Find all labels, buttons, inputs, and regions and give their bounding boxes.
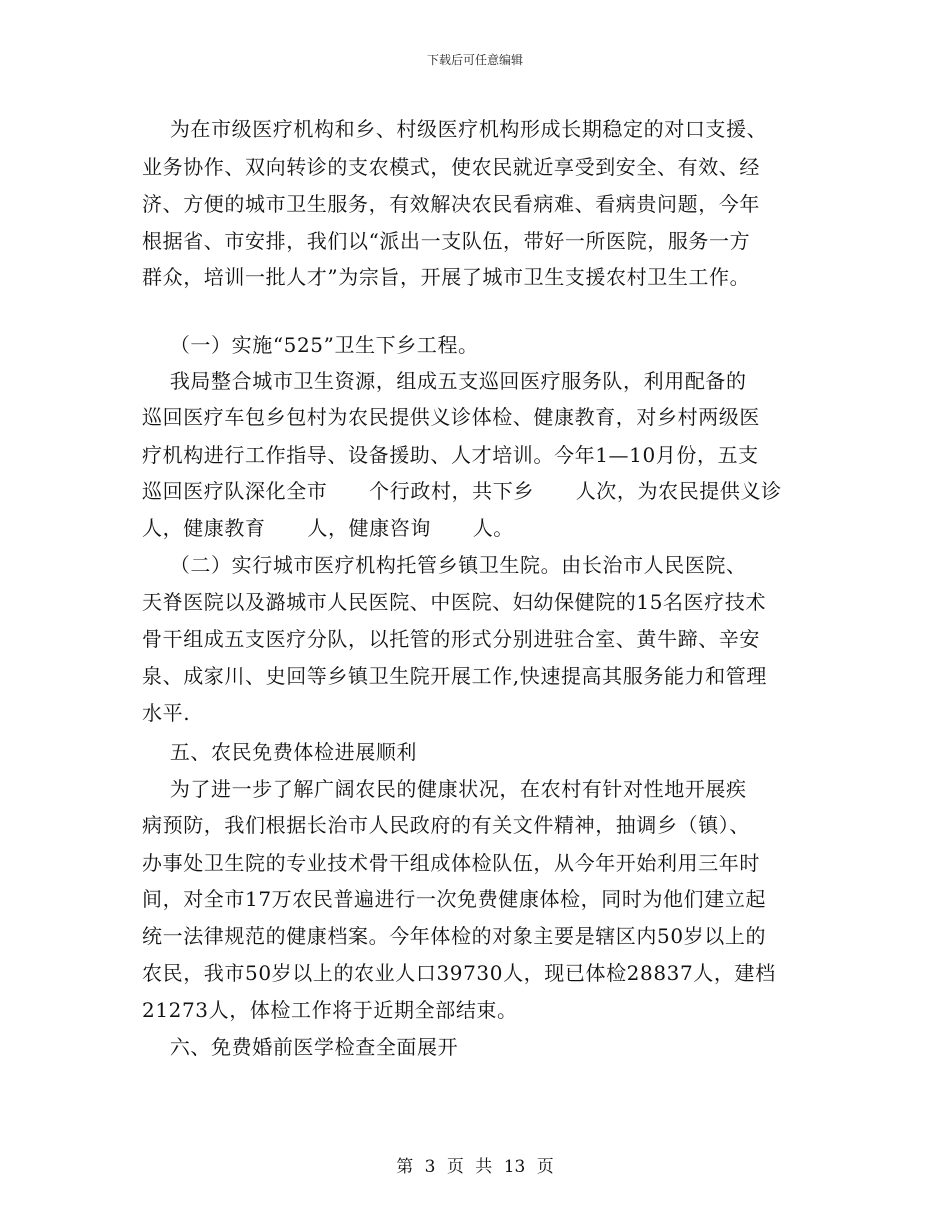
paragraph-line: 骨干组成五支医疗分队，以托管的形式分别进驻合室、黄牛蹄、辛安 — [142, 627, 760, 651]
paragraph-line: （二）实行城市医疗机构托管乡镇卫生院。由长治市人民医院、 — [142, 553, 747, 577]
paragraph-line: 21273人，体检工作将于近期全部结束。 — [142, 998, 518, 1022]
paragraph-line: 统一法律规范的健康档案。今年体检的对象主要是辖区内50岁以上的 — [142, 924, 767, 948]
page-header: 下载后可任意编辑 — [426, 53, 523, 67]
section-heading: 五、农民免费体检进展顺利 — [142, 740, 418, 764]
paragraph-line: 根据省、市安排，我们以“派出一支队伍，带好一所医院，服务一方 — [142, 229, 751, 253]
paragraph-line: 农民，我市50岁以上的农业人口39730人，现已体检28837人，建档 — [142, 961, 776, 985]
paragraph-line: 天脊医院以及潞城市人民医院、中医院、妇幼保健院的15名医疗技术 — [142, 590, 767, 614]
paragraph-line: 济、方便的城市卫生服务，有效解决农民看病难、看病贵问题，今年 — [142, 192, 760, 216]
paragraph-line: 办事处卫生院的专业技术骨干组成体检队伍，从今年开始利用三年时 — [142, 851, 760, 875]
paragraph-line: 巡回医疗队深化全市 个行政村，共下乡 人次，为农民提供义诊 — [142, 479, 782, 503]
paragraph-line: 间，对全市17万农民普遍进行一次免费健康体检，同时为他们建立起 — [142, 887, 767, 911]
paragraph-line: 业务协作、双向转诊的支农模式，使农民就近享受到安全、有效、经 — [142, 155, 760, 179]
paragraph-line: 巡回医疗车包乡包村为农民提供义诊体检、健康教育，对乡村两级医 — [142, 405, 760, 429]
paragraph-line: 群众，培训一批人才”为宗旨，开展了城市卫生支援农村卫生工作。 — [142, 265, 751, 289]
paragraph-line: 泉、成家川、史回等乡镇卫生院开展工作,快速提高其服务能力和管理 — [142, 664, 767, 688]
section-heading: 六、免费婚前医学检查全面展开 — [142, 1035, 459, 1059]
page-footer: 第 3 页 共 13 页 — [396, 1157, 554, 1177]
paragraph-line: 病预防，我们根据长治市人民政府的有关文件精神，抽调乡（镇）、 — [142, 813, 750, 837]
paragraph-line: 为了进一步了解广阔农民的健康状况，在农村有针对性地开展疾 — [142, 777, 747, 801]
paragraph-line: 人，健康教育 人，健康咨询 人。 — [142, 516, 514, 540]
paragraph-line: 水平. — [142, 701, 191, 725]
paragraph-line: 疗机构进行工作指导、设备援助、人才培训。今年1—10月份，五支 — [142, 443, 759, 467]
paragraph-line: 为在市级医疗机构和乡、村级医疗机构形成长期稳定的对口支援、 — [142, 117, 768, 141]
section-heading: （一）实施“525”卫生下乡工程。 — [142, 333, 479, 357]
paragraph-line: 我局整合城市卫生资源，组成五支巡回医疗服务队，利用配备的 — [142, 369, 747, 393]
